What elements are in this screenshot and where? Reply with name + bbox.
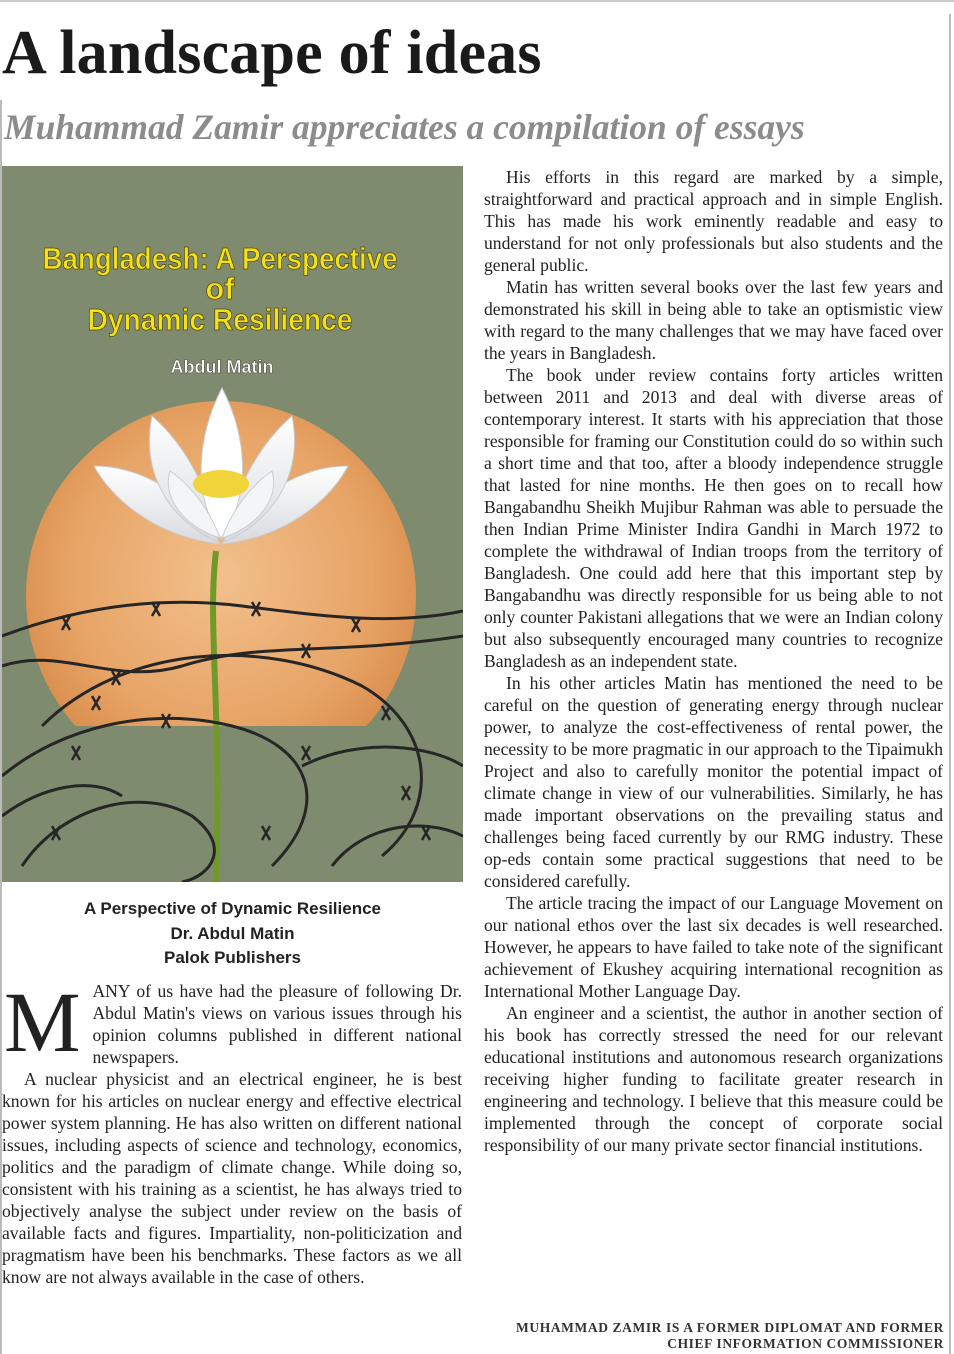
paragraph-1: MANY of us have had the pleasure of following Dr. Abdul Matin's views on various issues through his opinion columns published in different national newspapers. [4,974,462,1070]
book-caption [2,897,463,971]
paragraph-4: Matin has written several books over the last few years and demonstrated his skill in being able to take an optismistic view with regard to the many challenges that we may have faced over the years in Bangladesh. [484,277,943,363]
cover-title-line1: Bangladesh: A Perspective [42,241,398,276]
paragraph-3: His efforts in this regard are marked by a simple, straightforward and practical approach and in simple English. This has made his work eminently readable and easy to understand for not only professionals but also students and the general public. [484,167,943,275]
paragraph-7: The article tracing the impact of our Language Movement on our national ethos over the last six decades is well researched. However, he appears to have failed to take note of the significant achievement of Ekushey acquiring international recognition as International Mother Language Day. [484,893,943,1001]
headline: A landscape of ideas [2,19,542,87]
paragraph-5: The book under review contains forty articles written between 2011 and 2013 and deal with diverse areas of contemporary interest. It starts with his appreciation that those responsible for framing our Constitution could do so within such a short time and that too, after a bloody independence struggle that lasted for nine months. He then goes on to recall how Bangabandhu Sheikh Mujibur Rahman was able to persuade the then Indian Prime Minister Indira Gandhi in March 1972 to complete the withdrawal of Indian troops from the territory of Bangladesh. One could add here that this important step by Bangabandhu was directly responsible for us being able to not only counter Pakistani allegations that we were an Indian colony but also subsequently encouraged many countries to recognize Bangladesh as an independent state. [484,365,943,671]
caption-title: A Perspective of Dynamic Resilience [83,899,381,918]
drop-cap: M [4,974,81,1070]
author-credit: MUHAMMAD ZAMIR IS A FORMER DIPLOMAT AND FORMER CHIEF INFORMATION COMMISSIONER [516,1320,944,1351]
top-rule [0,0,954,2]
right-rule [949,14,951,1354]
deck-subheadline: Muhammad Zamir appreciates a compilation of essays [4,107,805,147]
book-cover [2,166,463,882]
caption-publisher: Palok Publishers [164,948,301,968]
cover-title-line2: of [205,271,235,306]
cover-title-line3: Dynamic Resilience [87,302,353,337]
paragraph-8: An engineer and a scientist, the author in another section of his book has correctly stressed the need for our relevant educational institutions and autonomous research organizations receiving higher funding to facilitate greater research in engineering and technology. I believe that this measure could be implemented through the concept of corporate social responsibility of our many private sector financial institutions. [484,1003,943,1155]
paragraph-2: A nuclear physicist and an electrical engineer, he is best known for his articles on nuclear energy and effective electrical power system planning. He has also written on different national issues, including aspects of science and technology, economics, politics and the paradigm of climate change. While doing so, consistent with his training as a scientist, he has always tried to objectively analyse the subject under review on the basis of available facts and figures. Impartiality, non-politicization and pragmatism have been his benchmarks. These factors as we all know are not always available in the case of others. [2,1069,462,1287]
caption-author: Dr. Abdul Matin [170,923,295,943]
article-column-right [484,166,943,1156]
article-column-left [2,974,462,1288]
cover-author: Abdul Matin [170,357,274,377]
paragraph-6: In his other articles Matin has mentioned the need to be careful on the question of generating energy through nuclear power, to analyze the cost-effectiveness of rental power, the necessity to be more pragmatic in our approach to the Tipaimukh Project and also to carefully monitor the potential impact of climate change in view of our vulnerabilities. Similarly, he has made important observations on the prevailing status and challenges being faced currently by our RMG industry. These op-eds contain some practical suggestions that need to be considered carefully. [484,673,943,891]
